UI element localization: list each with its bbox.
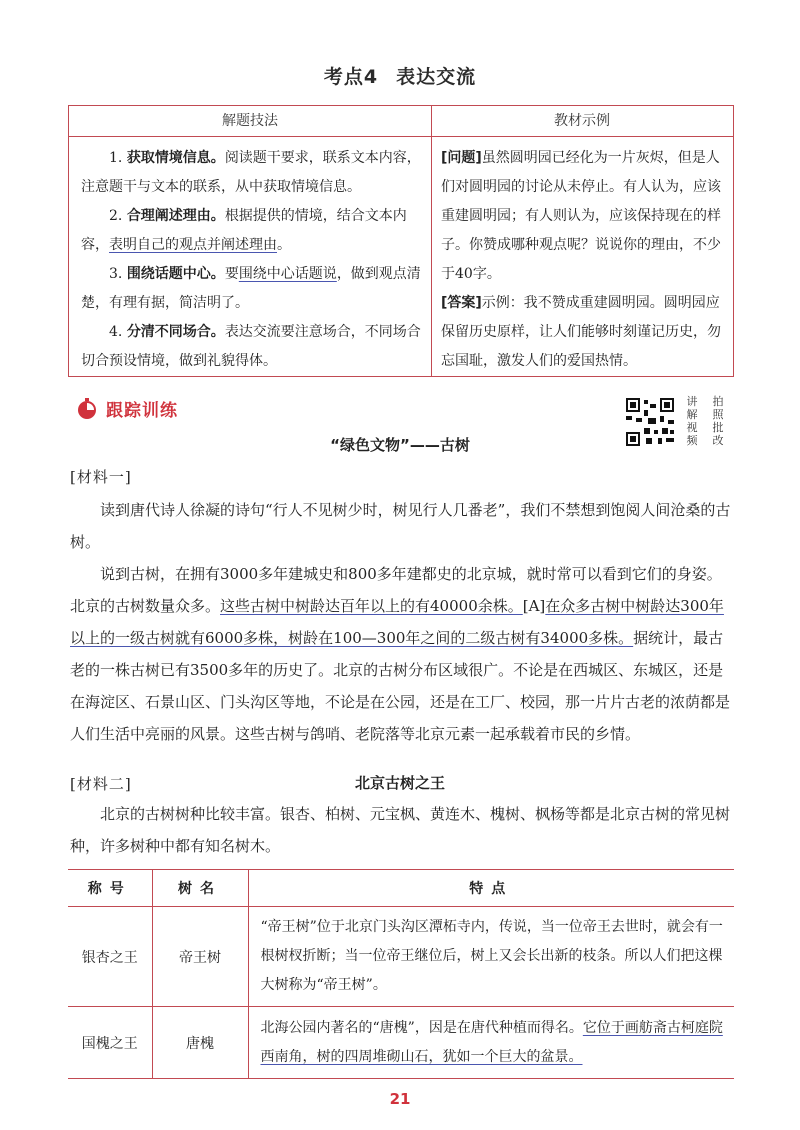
method-item: 4. 分清不同场合。表达交流要注意场合，不同场合切合预设情境，做到礼貌得体。	[81, 324, 421, 369]
cell-name: 唐槐	[152, 1007, 248, 1079]
training-label: 跟踪训练	[106, 401, 178, 421]
training-heading	[76, 398, 178, 424]
table-row	[68, 907, 734, 1007]
marker-a: [A]	[522, 597, 546, 615]
example-question: [问题]虽然圆明园已经化为一片灰烬，但是人们对圆明园的讨论从未停止。有人认为，应该重建圆明园；有人则认为，应该保持现在的样子。你赞成哪种观点呢？说说你的理由，不少于40字。	[441, 150, 721, 282]
stopwatch-icon	[76, 398, 98, 420]
article-title: “绿色文物”——古树	[330, 436, 470, 454]
section-name: 表达交流	[396, 66, 477, 88]
method-item: 2. 合理阐述理由。根据提供的情境，结合文本内容，表明自己的观点并阐述理由。	[81, 208, 407, 253]
method-list	[81, 144, 423, 376]
cell-desc: 北海公园内著名的“唐槐”，因是在唐代种植而得名。它位于画舫斋古柯庭院西南角，树的四周堆砌山石，犹如一个巨大的盆景。	[248, 1007, 734, 1079]
cell-title: 银杏之王	[68, 907, 152, 1007]
example-content	[441, 144, 725, 376]
cell-title: 国槐之王	[68, 1007, 152, 1079]
method-key: 围绕话题中心。	[126, 266, 225, 282]
material-two-title: 北京古树之王	[354, 774, 445, 792]
cell-name: 帝王树	[152, 907, 248, 1007]
ancient-tree-table	[68, 869, 734, 1079]
method-example-box	[68, 105, 734, 377]
example-header: 教材示例	[554, 113, 610, 129]
column-divider	[431, 106, 432, 376]
col-header-name: 树名	[152, 870, 248, 907]
method-key: 分清不同场合。	[126, 324, 225, 340]
method-key: 获取情境信息。	[126, 150, 225, 166]
qr-caption: 讲 拍 解 照 视 批 频 改	[686, 395, 724, 447]
col-header-title: 称号	[68, 870, 152, 907]
method-item: 3. 围绕话题中心。要围绕中心话题说，做到观点清楚，有理有据，简洁明了。	[81, 266, 421, 311]
material-one-text	[70, 494, 734, 750]
paragraph: 读到唐代诗人徐凝的诗句“行人不见树少时，树见行人几番老”，我们不禁想到饱阅人间沧桑的古树。	[70, 501, 731, 551]
paragraph: 北京的古树树种比较丰富。银杏、柏树、元宝枫、黄连木、槐树、枫杨等都是北京古树的常见树种，许多树种中都有知名树木。	[70, 805, 731, 855]
cell-desc: “帝王树”位于北京门头沟区潭柘寺内，传说，当一位帝王去世时，就会有一根树杈折断；当一位帝王继位后，树上又会长出新的枝条。所以人们把这棵大树称为“帝王树”。	[248, 907, 734, 1007]
answer-tag: [答案]	[441, 295, 482, 311]
material-one-label: [材料一]	[70, 468, 132, 486]
method-header: 解题技法	[222, 113, 278, 129]
method-key: 合理阐述理由。	[126, 208, 225, 224]
material-two-label: [材料二]	[70, 775, 132, 793]
section-prefix: 考点4	[323, 66, 379, 88]
question-tag: [问题]	[441, 150, 482, 166]
section-title	[0, 62, 800, 89]
example-answer: [答案]示例：我不赞成重建圆明园。圆明园应保留历史原样，让人们能够时刻谨记历史，勿忘国耻，激发人们的爱国热情。	[441, 295, 721, 369]
col-header-feature: 特点	[248, 870, 734, 907]
page-number: 21	[389, 1090, 411, 1108]
method-item: 1. 获取情境信息。阅读题干要求，联系文本内容，注意题干与文本的联系，从中获取情境信息。	[81, 150, 421, 195]
table-row	[68, 1007, 734, 1079]
material-two-text	[70, 798, 734, 862]
paragraph: 说到古树，在拥有3000多年建城史和800多年建都史的北京城，就时常可以看到它们的身姿。北京的古树数量众多。这些古树中树龄达百年以上的有40000余株。[A]在众多古树中树龄达300年以上的一级古树就有6000多株，树龄在100—300年之间的二级古树有34000多株。据统计，最古老的一株古树已有3500多年的历史了。北京的古树分布区域很广。不论是在西城区、东城区，还是在海淀区、石景山区、门头沟区等地，不论是在公园，还是在工厂、校园，那一片片古老的浓荫都是人们生活中亮丽的风景。这些古树与鸽哨、老院落等北京元素一起承载着市民的乡情。	[70, 565, 731, 743]
header-divider	[69, 136, 733, 137]
